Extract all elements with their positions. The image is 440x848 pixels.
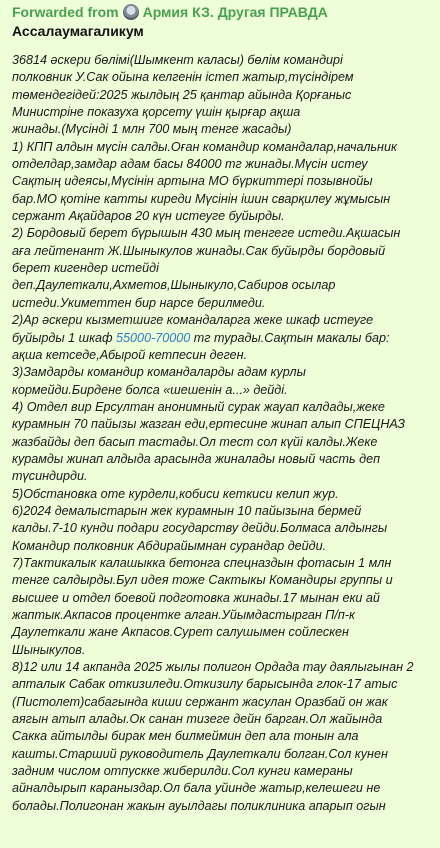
post-body-line: апталык Сабак откизиледи.Откизилу барысында глок-17 атыс (12, 677, 398, 692)
post-body-line: бар.МО қотіне катты киреди Мүсінін ішин сварқилеу жұмысын (12, 191, 391, 206)
post-body-line: төмендегідей:2025 жылдың 25 қантар айында Қорғаныс (12, 87, 352, 102)
post-body-line: Даулеткали жане Акпасов.Сурет салушымен сойлескен (12, 625, 349, 640)
post-body-line: 2)Ар әскери кызметшиге командаларга жеке шкаф истеуге (12, 313, 374, 328)
post-body-line: (Пистолет)сабагында киши сержант жасулан Оразбай он жак (12, 694, 388, 709)
post-body-line: 6)2024 демалыстарын жек курамнын 10 пайызына бермей (12, 503, 362, 518)
forwarded-label: Forwarded from (12, 4, 119, 20)
post-body-line: аға лейтенант Ж.Шыныкулов жинады.Сак буйырды бордовый (12, 243, 386, 258)
post-body-line: тенге салдырды.Бул идея тоже Сактыкы Командиры группы и (12, 573, 393, 588)
post-body-line: айналдырып караныздар.Ол бала уйинде жатыр,келешеги не (12, 781, 381, 796)
post-body-line: курамнын 70 пайызы жазган еди,ертесине жинап алып СПЕЦНАЗ (12, 417, 406, 432)
post-body-line: деп.Даулеткали,Ахметов,Шыныкуло,Сабиров осылар (12, 278, 336, 293)
post-body-line: Сакка айтылды бирак мен билмеймин деп ала тонын ала (12, 729, 359, 744)
post-body-line: Шыныкулов. (12, 642, 86, 657)
post-body-line-part: буйырды 1 шкаф (12, 330, 117, 345)
post-body-line: жаптык.Акпасов проценткe алган.Уйымдастырган П/п-к (12, 608, 355, 622)
forwarded-channel-name[interactable]: Армия КЗ. Другая ПРАВДА (142, 4, 328, 20)
post-body-line: высшее и отдел боевой подготовка жинады.17 мынан еки ай (12, 590, 380, 605)
post-body-line: Министрінe показуха қорсету үшін қырғар ақша (12, 105, 301, 120)
post-body-line: 2) Бордовый берет бүрышын 430 мың тенгеге истеди.Ақшасын (12, 226, 401, 241)
post-body-line-part: тг турады.Сақтын макалы бар: (190, 330, 390, 345)
forwarded-header[interactable] (12, 2, 430, 22)
post-body-line: 7)Тактикалык калашыкка бетонга спецназдын фотасын 1 млн (12, 555, 392, 570)
post-body-line: 8)12 или 14 акпанда 2025 жылы полигон Ордада тау даялыгынан 2 (12, 660, 414, 675)
post-body-line: кормейди.Бирдене болса «шешенін а...» дейді. (12, 382, 288, 397)
post-body-line: аягын атып алады.Ок санан тизеге дейн барган.Ол жайында (12, 712, 383, 727)
post-body-line: задним числом отпускке жиберилди.Сол кунги камераны (12, 764, 353, 779)
post-body-line: 1) КПП алдын мүсін салды.Оған командир командалар,начальник (12, 139, 397, 154)
post-body-line: Командир полковник Абдирайымнан сурандар дейди. (12, 538, 327, 553)
post-body-line: полковник У.Сак ойына келгенін істеп жатыр,түсіндірем (12, 70, 354, 85)
post-body-line: курамды жинап алдыда арасында жиналады новый часть деп (12, 451, 381, 466)
post-greeting: Ассалаумагаликум (12, 23, 144, 39)
post-body-line: 4) Отдел вир Ерсултан анонимный сурак жауап калдады,жеке (12, 399, 385, 414)
post-body-line: 5)Обстановка оте курдели,кобиси кеткиси келип жур. (12, 486, 339, 501)
channel-avatar-icon[interactable] (123, 4, 139, 20)
post-body-line: берет кигендер истейді (12, 261, 159, 276)
post-body-line: сержант Ақайдаров 20 күн истеуге буйырды. (12, 209, 285, 224)
post-body-line: Сақтың идеясы,Мүсінін артына МО бүркиттері позывнойы (12, 174, 373, 189)
phone-number-link[interactable]: 55000-70000 (116, 330, 191, 345)
post-body-line: болады.Полигонан жакын ауылдагы поликлиника апарып огын (12, 798, 386, 813)
post-body-line: кашты.Старший руководитель Даулеткали болган.Сол кунен (12, 746, 388, 761)
post-body-line (12, 330, 430, 347)
post-body-line: истеди.Укиметтен бир нарсе берилмеди. (12, 295, 266, 310)
post-body-line: жазбайды деп басып тастады.Ол тест сол күйі калды.Жеке (12, 434, 378, 449)
post-body-line: 3)Замдарды командир командаларды адам курлы (12, 365, 306, 380)
post-body-line: 36814 әскери бөлімі(Шымкент каласы) бөлім командирі (12, 53, 343, 67)
post-body (12, 52, 430, 815)
post-body-line: жинады.(Мүсінді 1 млн 700 мың тенге жасады) (12, 122, 292, 137)
post-body-line: ақша кетседе,Абырой кетпесин деген. (12, 347, 248, 362)
post-body-line: отделдар,замдар адам басы 84000 тг жинады.Мүсін истеу (12, 157, 368, 172)
post-body-line: калды.7-10 кунди подари государству дейди.Болмаса алдынгы (12, 521, 388, 536)
post-body-line: түсиндирди. (12, 469, 88, 484)
